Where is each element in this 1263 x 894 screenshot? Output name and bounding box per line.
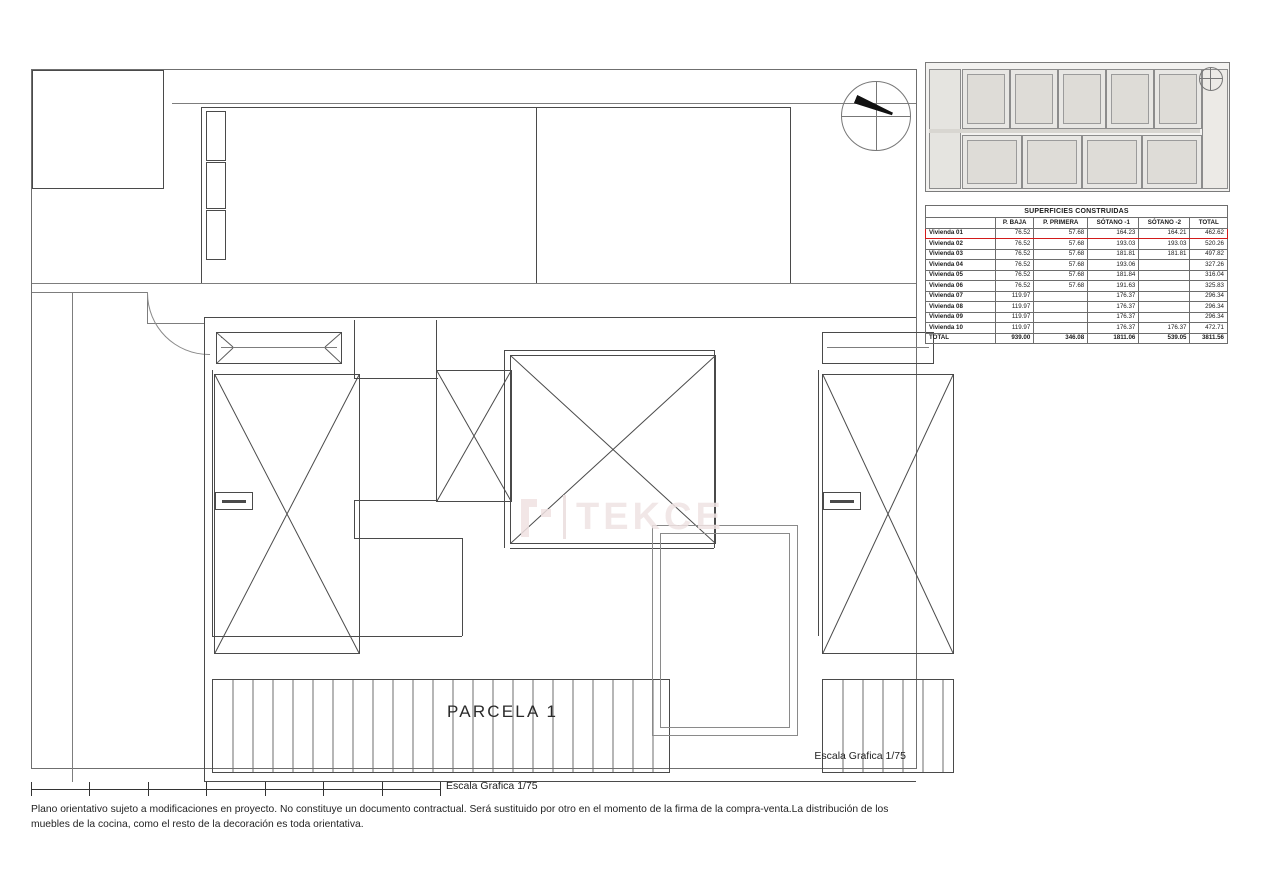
table-row [926, 239, 1228, 250]
cell-pbaja: 119.97 [996, 302, 1034, 313]
cell-total: 296.34 [1190, 302, 1228, 313]
col-header-pprimera: P. PRIMERA [1034, 218, 1088, 229]
table-row [926, 323, 1228, 334]
plan-line [201, 107, 791, 108]
plan-line [354, 538, 462, 539]
row-label: Vivienda 08 [926, 302, 996, 313]
cell-pprimera: 57.68 [1034, 239, 1088, 250]
cell-pbaja: 939.00 [996, 333, 1034, 344]
cell-sotano2: 164.21 [1139, 228, 1190, 239]
compass-north-icon [841, 81, 911, 151]
plan-line [204, 317, 205, 782]
row-label: TOTAL [926, 333, 996, 344]
plan-line [462, 538, 463, 636]
col-header-blank [926, 218, 996, 229]
cell-pbaja: 76.52 [996, 281, 1034, 292]
row-label: Vivienda 05 [926, 270, 996, 281]
scale-bar-label: Escala Grafica 1/75 [446, 780, 538, 792]
plan-scale-label: Escala Grafica 1/75 [814, 750, 906, 762]
cell-pprimera: 57.68 [1034, 281, 1088, 292]
table-header-row [926, 218, 1228, 229]
cell-pprimera [1034, 302, 1088, 313]
row-label: Vivienda 10 [926, 323, 996, 334]
cell-total: 3811.56 [1190, 333, 1228, 344]
table-row [926, 291, 1228, 302]
cell-sotano1: 181.84 [1088, 270, 1139, 281]
plan-roof-center-hip [510, 355, 716, 544]
plan-roof-small-left [216, 332, 342, 364]
cell-sotano1: 176.37 [1088, 291, 1139, 302]
row-label: Vivienda 04 [926, 260, 996, 271]
table-row [926, 249, 1228, 260]
cell-sotano1: 193.03 [1088, 239, 1139, 250]
cell-total: 316.04 [1190, 270, 1228, 281]
roof-hip-lines-icon [217, 333, 341, 363]
cell-sotano2 [1139, 312, 1190, 323]
table-row [926, 312, 1228, 323]
cell-total: 296.34 [1190, 291, 1228, 302]
cell-sotano1: 1811.06 [1088, 333, 1139, 344]
cell-total: 520.26 [1190, 239, 1228, 250]
plan-skylight [823, 492, 861, 510]
col-header-total: TOTAL [1190, 218, 1228, 229]
row-label: Vivienda 07 [926, 291, 996, 302]
cell-sotano2 [1139, 291, 1190, 302]
plan-window [206, 210, 226, 260]
cell-sotano2: 539.05 [1139, 333, 1190, 344]
roof-hip-lines-icon [823, 375, 953, 653]
cell-pbaja: 119.97 [996, 312, 1034, 323]
cell-pprimera [1034, 312, 1088, 323]
cell-sotano2 [1139, 270, 1190, 281]
col-header-sotano1: SÓTANO -1 [1088, 218, 1139, 229]
table-row [926, 270, 1228, 281]
roof-cross-lines-icon [437, 371, 511, 501]
cell-pprimera: 57.68 [1034, 228, 1088, 239]
cell-total: 472.71 [1190, 323, 1228, 334]
cell-sotano1: 164.23 [1088, 228, 1139, 239]
cell-total: 325.83 [1190, 281, 1228, 292]
plan-line [536, 107, 537, 283]
plan-line [212, 370, 213, 636]
plan-line [204, 317, 916, 318]
cell-pprimera: 57.68 [1034, 249, 1088, 260]
table-title: SUPERFICIES CONSTRUIDAS [926, 206, 1228, 218]
row-label: Vivienda 06 [926, 281, 996, 292]
cell-total: 497.82 [1190, 249, 1228, 260]
cell-pprimera [1034, 291, 1088, 302]
site-plan-thumbnail [925, 62, 1230, 192]
cell-pprimera: 57.68 [1034, 260, 1088, 271]
plan-line [790, 107, 791, 283]
table-row [926, 302, 1228, 313]
surfaces-table [925, 205, 1228, 344]
col-header-pbaja: P. BAJA [996, 218, 1034, 229]
cell-pprimera [1034, 323, 1088, 334]
roof-hip-lines-icon [511, 356, 715, 543]
plan-line [436, 320, 437, 378]
cell-sotano1: 176.37 [1088, 312, 1139, 323]
cell-sotano1: 191.63 [1088, 281, 1139, 292]
plan-line [354, 320, 355, 378]
plan-roof-center-small [436, 370, 512, 502]
plan-line [32, 283, 916, 284]
cell-pbaja: 76.52 [996, 228, 1034, 239]
main-floor-plan [31, 69, 917, 769]
plan-line [354, 500, 355, 538]
table-row [926, 281, 1228, 292]
graphic-scale-bar [31, 782, 441, 796]
cell-total: 327.26 [1190, 260, 1228, 271]
plan-line [72, 292, 73, 782]
cell-sotano1: 193.06 [1088, 260, 1139, 271]
cell-sotano2 [1139, 281, 1190, 292]
row-label: Vivienda 09 [926, 312, 996, 323]
plan-line [201, 107, 202, 283]
row-label: Vivienda 01 [926, 228, 996, 239]
col-header-sotano2: SÓTANO -2 [1139, 218, 1190, 229]
plan-line [354, 378, 438, 379]
plan-room-top-left [32, 70, 164, 189]
cell-total: 296.34 [1190, 312, 1228, 323]
watermark-text: TEKCE [576, 495, 725, 538]
page-title: PARCELA 1 [447, 702, 559, 721]
plan-line [818, 370, 819, 636]
plan-roof-right-hip [822, 374, 954, 654]
plan-line [212, 636, 462, 637]
table-row [926, 228, 1228, 239]
table-total-row [926, 333, 1228, 344]
plan-line [354, 500, 438, 501]
terrace-decking-icon [213, 680, 669, 772]
site-compass-icon [1199, 67, 1223, 91]
cell-sotano2: 181.81 [1139, 249, 1190, 260]
plan-line [504, 350, 505, 548]
plan-roof-left-hip [214, 374, 360, 654]
cell-pbaja: 76.52 [996, 249, 1034, 260]
cell-pprimera: 57.68 [1034, 270, 1088, 281]
cell-sotano2: 176.37 [1139, 323, 1190, 334]
plan-window [206, 162, 226, 209]
plan-arc [147, 292, 210, 355]
cell-pbaja: 119.97 [996, 291, 1034, 302]
cell-sotano1: 176.37 [1088, 323, 1139, 334]
table-row [926, 260, 1228, 271]
cell-sotano2 [1139, 302, 1190, 313]
cell-pbaja: 76.52 [996, 270, 1034, 281]
plan-terrace [212, 679, 670, 773]
roof-hip-lines-icon [215, 375, 359, 653]
plan-window [206, 111, 226, 161]
row-label: Vivienda 03 [926, 249, 996, 260]
plan-line [32, 292, 147, 293]
plan-pool-surround [652, 525, 798, 736]
cell-sotano2: 193.03 [1139, 239, 1190, 250]
cell-total: 462.62 [1190, 228, 1228, 239]
plan-line [172, 103, 916, 104]
plan-roof-small-right [822, 332, 934, 364]
cell-sotano1: 181.81 [1088, 249, 1139, 260]
cell-sotano2 [1139, 260, 1190, 271]
compass-needle-icon [854, 95, 894, 118]
cell-sotano1: 176.37 [1088, 302, 1139, 313]
cell-pprimera: 346.08 [1034, 333, 1088, 344]
row-label: Vivienda 02 [926, 239, 996, 250]
disclaimer-text: Plano orientativo sujeto a modificaciones en proyecto. No constituye un documento contractual. Será sustituido por otro en el momento de la firma de la compra-venta.La distribución de los muebles de la cocina, como el resto de la decoración es toda orientativa. [31, 804, 889, 831]
plan-line [504, 350, 714, 351]
cell-pbaja: 119.97 [996, 323, 1034, 334]
plan-skylight [215, 492, 253, 510]
cell-pbaja: 76.52 [996, 260, 1034, 271]
plan-line [714, 350, 715, 548]
cell-pbaja: 76.52 [996, 239, 1034, 250]
